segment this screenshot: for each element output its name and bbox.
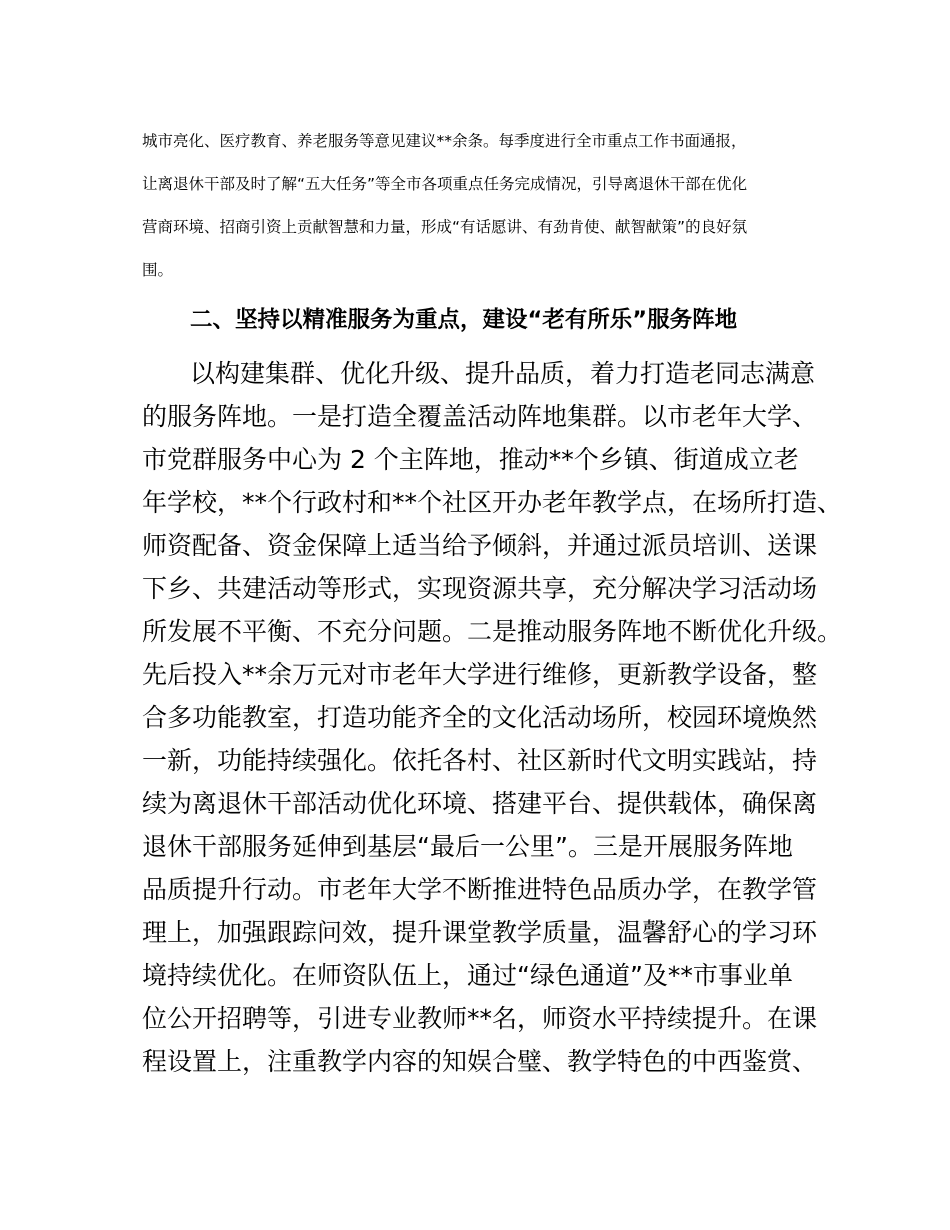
paragraph-line-15: 境持续优化。在师资队伍上，通过“绿色通道”及**市事业单 [142,961,793,990]
section-heading: 二、坚持以精准服务为重点，建设“老有所乐”服务阵地 [190,307,738,333]
paragraph-line-16: 位公开招聘等，引进专业教师**名，师资水平持续提升。在课 [142,1004,818,1033]
paragraph-line-2: 的服务阵地。一是打造全覆盖活动阵地集群。以市老年大学、 [142,402,818,431]
paragraph-line-1: 以构建集群、优化升级、提升品质，着力打造老同志满意 [190,359,816,388]
paragraph-line-13: 品质提升行动。市老年大学不断推进特色品质办学，在教学管 [142,875,818,904]
paragraph-line-5: 师资配备、资金保障上适当给予倾斜，并通过派员培训、送课 [142,531,818,560]
paragraph-line-3: 市党群服务中心为 2 个主阵地，推动**个乡镇、街道成立老 [142,445,799,474]
intro-line-3: 营商环境、招商引资上贡献智慧和力量，形成“有话愿讲、有劲肯使、献智献策”的良好氛 [142,218,748,236]
intro-line-2: 让离退休干部及时了解“五大任务”等全市各项重点任务完成情况，引导离退休干部在优化 [142,175,748,193]
paragraph-line-12: 退休干部服务延伸到基层“最后一公里”。三是开展服务阵地 [142,832,793,861]
intro-line-4: 围。 [142,261,174,279]
paragraph-line-4: 年学校，**个行政村和**个社区开办老年教学点，在场所打造、 [142,488,843,517]
paragraph-line-9: 合多功能教室，打造功能齐全的文化活动场所，校园环境焕然 [142,703,818,732]
paragraph-line-14: 理上，加强跟踪问效，提升课堂教学质量，温馨舒心的学习环 [142,918,818,947]
intro-line-1: 城市亮化、医疗教育、养老服务等意见建议**余条。每季度进行全市重点工作书面通报， [142,132,747,150]
paragraph-line-11: 续为离退休干部活动优化环境、搭建平台、提供载体，确保离 [142,789,818,818]
paragraph-line-8: 先后投入**余万元对市老年大学进行维修，更新教学设备，整 [142,660,818,689]
paragraph-line-7: 所发展不平衡、不充分问题。二是推动服务阵地不断优化升级。 [142,617,843,646]
paragraph-line-10: 一新，功能持续强化。依托各村、社区新时代文明实践站，持 [142,746,818,775]
paragraph-line-17: 程设置上，注重教学内容的知娱合璧、教学特色的中西鉴赏、 [142,1047,818,1076]
paragraph-line-6: 下乡、共建活动等形式，实现资源共享，充分解决学习活动场 [142,574,818,603]
